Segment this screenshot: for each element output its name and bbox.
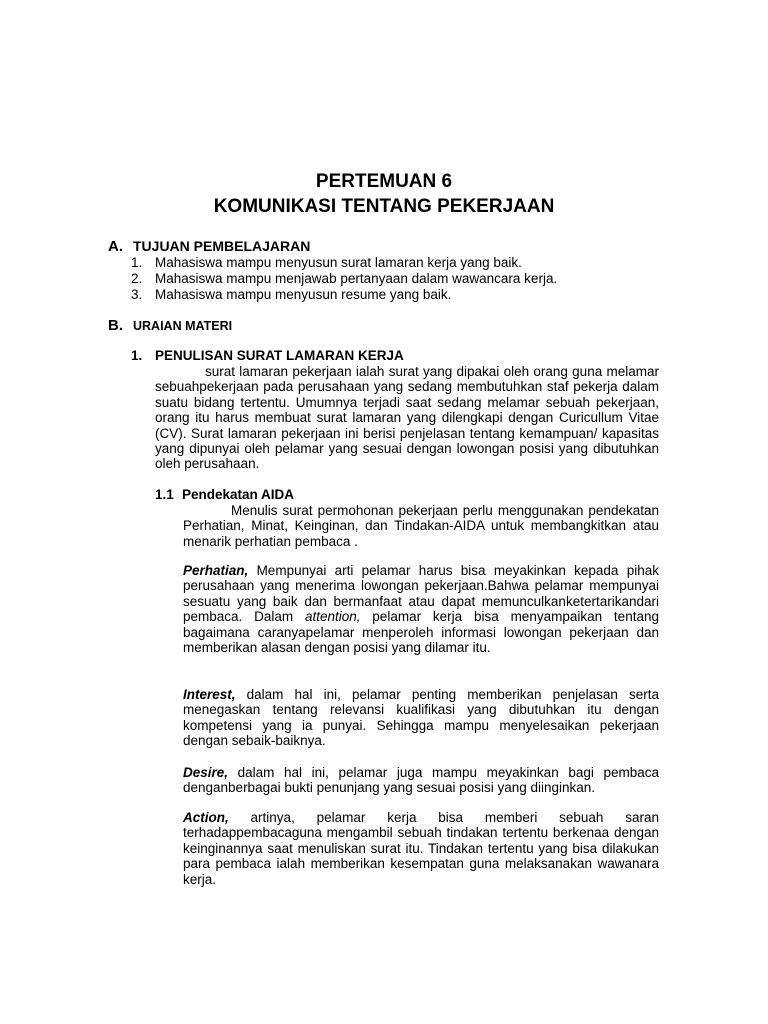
- action-term: Action,: [183, 810, 229, 825]
- aida-intro: Menulis surat permohonan pekerjaan perlu menggunakan pendekatan Perhatian, Minat, Keinginan, dan Tindakan-AIDA untuk membangkitkan atau menarik perhatian pembaca .: [183, 503, 659, 549]
- subsection-1-title: PENULISAN SURAT LAMARAN KERJA: [155, 348, 404, 363]
- subsection-1-1-number: 1.1: [155, 487, 174, 502]
- objectives-list: [131, 255, 651, 303]
- list-item: 1. Mahasiswa mampu menyusun surat lamaran kerja yang baik.: [131, 255, 522, 270]
- page-title: PERTEMUAN 6: [315, 171, 453, 192]
- page-subtitle: KOMUNIKASI TENTANG PEKERJAAN: [213, 196, 555, 217]
- attention-term: attention,: [304, 609, 361, 625]
- perhatian-term: Perhatian,: [183, 563, 249, 578]
- desire-term: Desire,: [183, 765, 229, 780]
- perhatian-paragraph: Perhatian, Mempunyai arti pelamar harus bisa meyakinkan kepada pihak perusahaan yang menerima lowongan pekerjaan.Bahwa pelamar mempunyai sesuatu yang baik dan bermanfaat atau dapat memunculkanketertarikandari pembaca. Dalam attention, pelamar kerja bisa menyampaikan tentang bagaimana caranyapelamar menperoleh informasi lowongan pekerjaan dan memberikan alasan dengan posisi yang dilamar itu.: [183, 563, 659, 656]
- desire-paragraph: Desire, dalam hal ini, pelamar juga mampu meyakinkan bagi pembaca denganberbagai bukti penunjang yang sesuai posisi yang diinginkan.: [183, 765, 659, 796]
- section-a-heading: [108, 238, 310, 255]
- subsection-1-body: surat lamaran pekerjaan ialah surat yang dipakai oleh orang guna melamar sebuahpekerjaan pada perusahaan yang sedang membutuhkan staf pekerja dalam suatu bidang tertentu. Umumnya terjadi saat sedang melamar sebuah pekerjaan, orang itu harus membuat surat lamaran yang dilengkapi dengan Curicullum Vitae (CV). Surat lamaran pekerjaan ini berisi penjelasan tentang kemampuan/ kapasitas yang dipunyai oleh pelamar yang sesuai dengan lowongan posisi yang dibutuhkan oleh perusahaan.: [155, 364, 659, 472]
- section-a-title: TUJUAN PEMBELAJARAN: [133, 238, 311, 254]
- subsection-1-heading: [131, 348, 404, 364]
- subsection-1-number: 1.: [131, 348, 143, 363]
- section-a-label: A.: [108, 238, 123, 255]
- interest-paragraph: Interest, dalam hal ini, pelamar penting memberikan penjelasan serta menegaskan tentang relevansi kualifikasi yang dibutuhkan itu dengan kompetensi yang ia punyai. Sehingga mampu menyelesaikan pekerjaan dengan sebaik-baiknya.: [183, 687, 659, 749]
- subsection-1-1-heading: [155, 487, 294, 503]
- subsection-1-1-title: Pendekatan AIDA: [182, 487, 295, 502]
- list-item: 3. Mahasiswa mampu menyusun resume yang baik.: [131, 287, 452, 302]
- action-paragraph: Action, artinya, pelamar kerja bisa memberi sebuah saran terhadappembacaguna mengambil sebuah tindakan tertentu berkenaa dengan keinginannya saat menuliskan surat itu. Tindakan tertentu yang bisa dilakukan para pembaca ialah memberikan kesempatan guna melaksanakan wawanara kerja.: [183, 810, 659, 887]
- section-b-label: B.: [108, 317, 123, 334]
- interest-term: Interest,: [183, 687, 236, 702]
- section-b-title: URAIAN MATERI: [133, 319, 233, 333]
- list-item: 2. Mahasiswa mampu menjawab pertanyaan dalam wawancara kerja.: [131, 271, 558, 286]
- section-b-heading: [108, 318, 232, 334]
